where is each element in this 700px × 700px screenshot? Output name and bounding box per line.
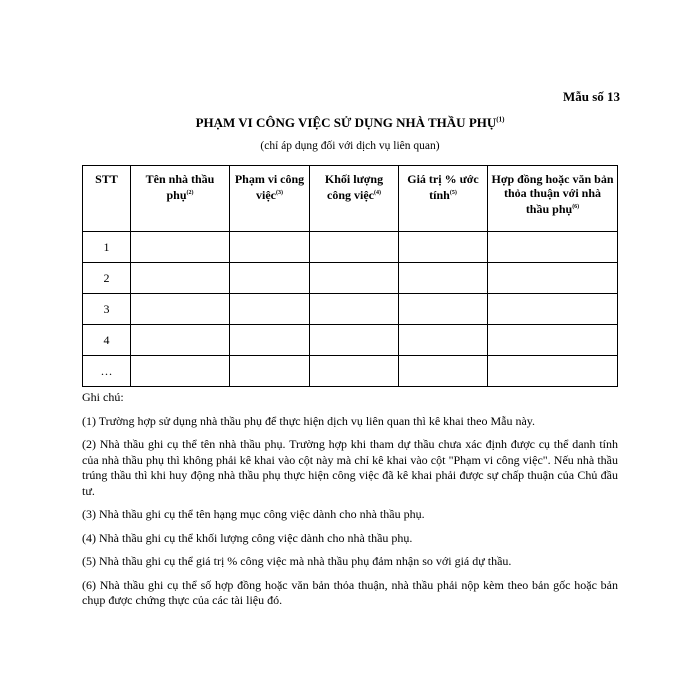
subcontractor-table	[82, 165, 618, 387]
cell-contract[interactable]	[488, 232, 618, 263]
cell-estimated-percent[interactable]	[399, 294, 488, 325]
cell-estimated-percent[interactable]	[399, 325, 488, 356]
cell-work-volume[interactable]	[310, 325, 399, 356]
notes-section	[82, 390, 618, 617]
cell-estimated-percent[interactable]	[399, 232, 488, 263]
cell-subcontractor-name[interactable]	[131, 356, 230, 387]
page-title	[0, 115, 700, 131]
header-contract: Hợp đồng hoặc văn bản thỏa thuận với nhà thầu phụ$^{(6)}$	[488, 166, 618, 232]
page-subtitle: (chỉ áp dụng đối với dịch vụ liên quan)	[260, 140, 440, 152]
table-row	[83, 356, 618, 387]
cell-contract[interactable]	[488, 356, 618, 387]
table-header-row	[83, 166, 618, 232]
cell-estimated-percent[interactable]	[399, 356, 488, 387]
note-item-5: (5) Nhà thầu ghi cụ thể giá trị % công việc mà nhà thầu phụ đảm nhận so với giá dự thầu.	[82, 554, 512, 568]
row-number: 2	[83, 263, 131, 294]
note-item-2: (2) Nhà thầu ghi cụ thể tên nhà thầu phụ. Trường hợp khi tham dự thầu chưa xác định được cụ thể danh tính của nhà thầu phụ thì không phải kê khai vào cột này mà chỉ kê khai vào cột "Phạm vi công việc". Nếu nhà thầu trúng thầu thì khi huy động nhà thầu phụ thực hiện công việc đã kê khai phải được sự chấp thuận của Chủ đầu tư.	[82, 437, 618, 498]
note-item-4: (4) Nhà thầu ghi cụ thể khối lượng công việc dành cho nhà thầu phụ.	[82, 530, 413, 545]
cell-work-scope[interactable]	[230, 263, 310, 294]
cell-subcontractor-name[interactable]	[131, 232, 230, 263]
table-row	[83, 263, 618, 294]
cell-work-volume[interactable]	[310, 263, 399, 294]
page-title-text: PHẠM VI CÔNG VIỆC SỬ DỤNG NHÀ THẦU PHỤ	[195, 115, 497, 130]
cell-work-scope[interactable]	[230, 356, 310, 387]
cell-estimated-percent[interactable]	[399, 263, 488, 294]
table-row	[83, 232, 618, 263]
row-number: …	[83, 356, 131, 387]
header-stt: STT	[83, 166, 131, 232]
header-subcontractor-name: Tên nhà thầu phụ$^{(2)}$	[131, 166, 230, 232]
header-estimated-percent: Giá trị % ước tính$^{(5)}$	[399, 166, 488, 232]
note-item-6: (6) Nhà thầu ghi cụ thể số hợp đồng hoặc văn bản thỏa thuận, nhà thầu phải nộp kèm theo bản gốc hoặc bản chụp được chứng thực của các tài liệu đó.	[82, 577, 618, 607]
row-number: 1	[83, 232, 131, 263]
cell-work-volume[interactable]	[310, 232, 399, 263]
cell-work-scope[interactable]	[230, 294, 310, 325]
table-row	[83, 294, 618, 325]
table-row	[83, 325, 618, 356]
note-item-3: (3) Nhà thầu ghi cụ thể tên hạng mục công việc dành cho nhà thầu phụ.	[82, 507, 425, 521]
header-work-volume: Khối lượng công việc$^{(4)}$	[310, 166, 399, 232]
cell-work-scope[interactable]	[230, 232, 310, 263]
cell-subcontractor-name[interactable]	[131, 325, 230, 356]
cell-work-volume[interactable]	[310, 294, 399, 325]
note-item-1: (1) Trường hợp sử dụng nhà thầu phụ để thực hiện dịch vụ liên quan thì kê khai theo Mẫu này.	[82, 413, 536, 428]
cell-work-scope[interactable]	[230, 325, 310, 356]
header-work-scope: Phạm vi công việc$^{(3)}$	[230, 166, 310, 232]
notes-heading: Ghi chú:	[82, 390, 124, 404]
cell-subcontractor-name[interactable]	[131, 294, 230, 325]
cell-contract[interactable]	[488, 263, 618, 294]
row-number: 3	[83, 294, 131, 325]
cell-work-volume[interactable]	[310, 356, 399, 387]
form-number: Mẫu số 13	[562, 89, 620, 104]
row-number: 4	[83, 325, 131, 356]
cell-subcontractor-name[interactable]	[131, 263, 230, 294]
title-footnote: (1)	[496, 115, 505, 124]
cell-contract[interactable]	[488, 325, 618, 356]
cell-contract[interactable]	[488, 294, 618, 325]
